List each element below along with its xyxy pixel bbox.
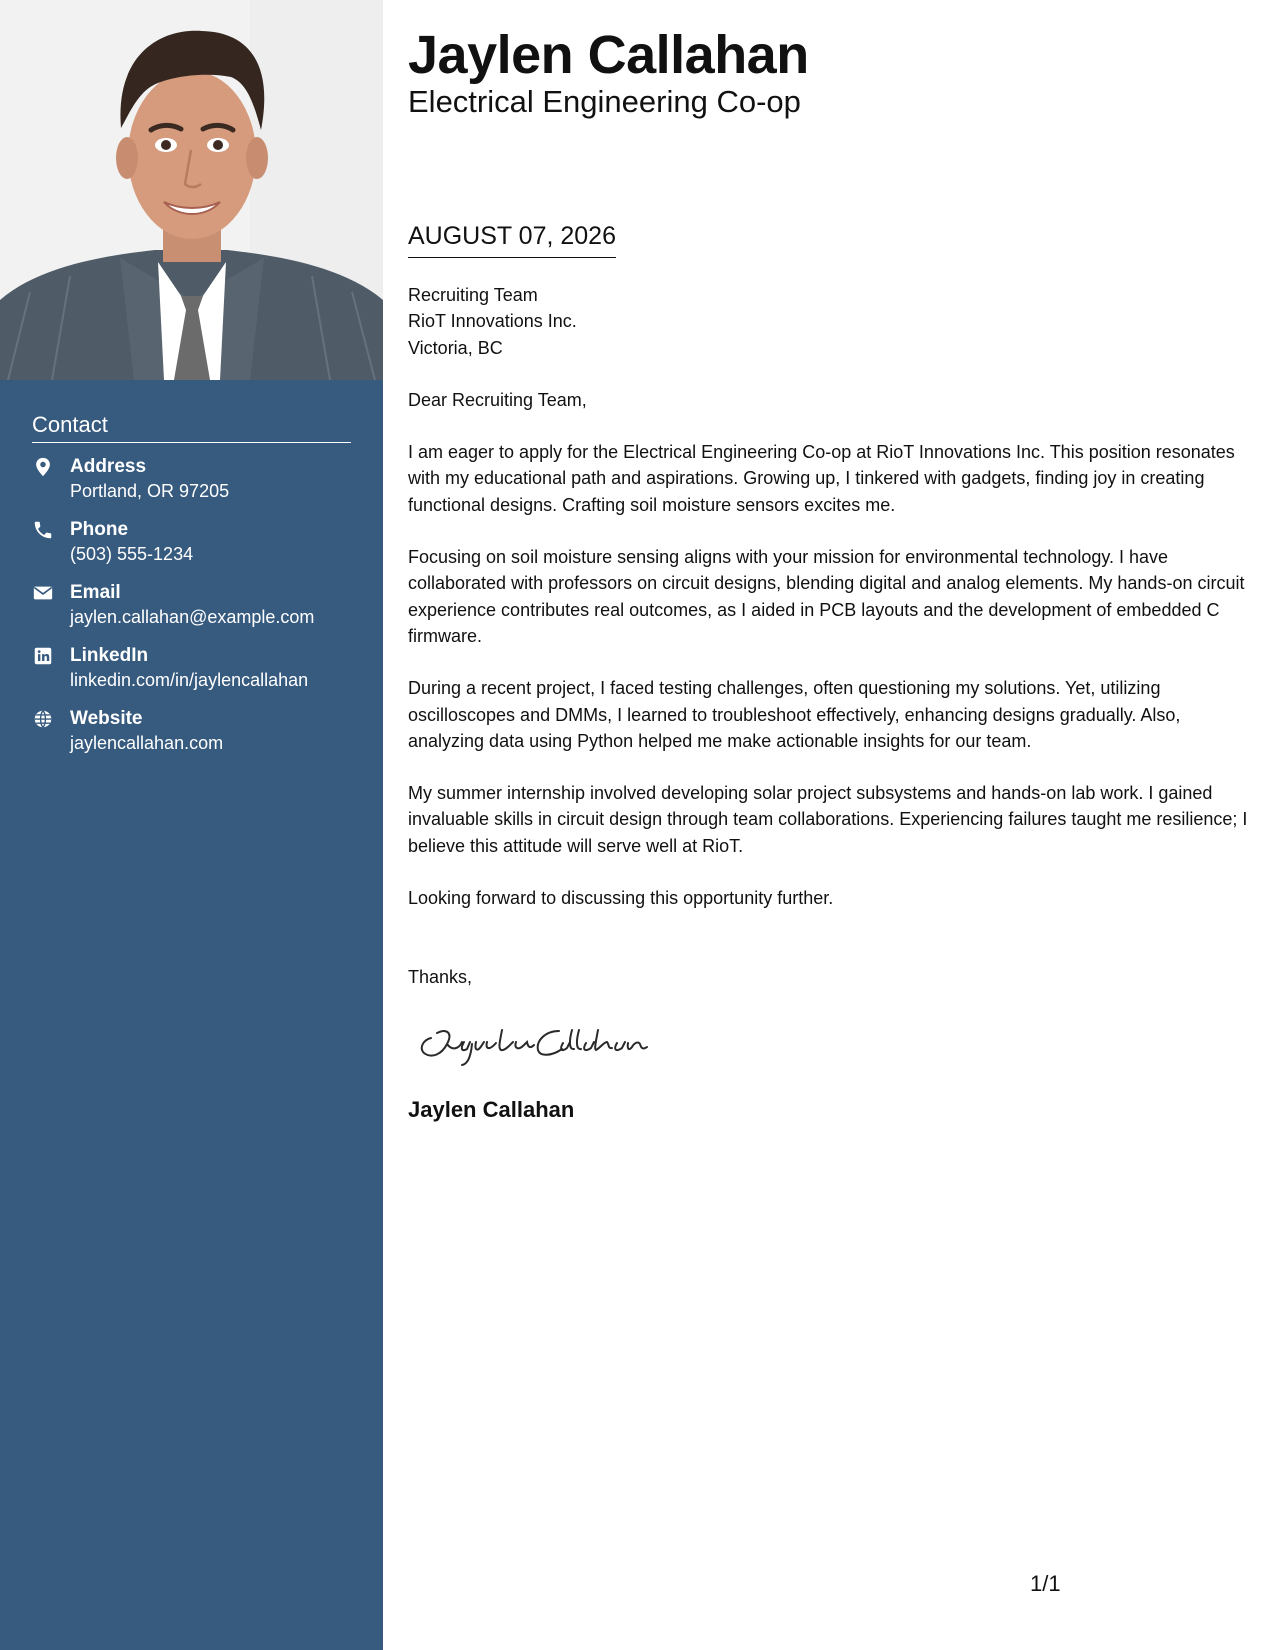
salutation: Dear Recruiting Team,: [408, 389, 587, 410]
linkedin-icon: [32, 645, 54, 667]
letter-body: [408, 282, 1253, 1123]
applicant-name: Jaylen Callahan: [408, 25, 809, 85]
linkedin-value[interactable]: linkedin.com/in/jaylencallahan: [70, 670, 309, 690]
location-pin-icon: [32, 456, 54, 478]
website-label: Website: [70, 708, 143, 729]
applicant-role: Electrical Engineering Co-op: [408, 84, 801, 119]
contact-section: [32, 412, 351, 770]
contact-item-address: [32, 455, 351, 503]
email-icon: [32, 582, 54, 604]
phone-value[interactable]: (503) 555-1234: [70, 544, 194, 564]
recipient-line: Victoria, BC: [408, 337, 503, 358]
page-number: 1/1: [1030, 1571, 1061, 1596]
email-label: Email: [70, 582, 121, 603]
contact-item-phone: [32, 518, 351, 566]
contact-item-website: [32, 707, 351, 755]
phone-label: Phone: [70, 519, 129, 540]
contact-item-linkedin: [32, 644, 351, 692]
profile-photo: [0, 0, 383, 380]
website-value[interactable]: jaylencallahan.com: [70, 733, 224, 753]
phone-icon: [32, 519, 54, 541]
signature-image: [414, 1021, 664, 1071]
contact-title: Contact: [32, 412, 351, 443]
letter-paragraph: I am eager to apply for the Electrical Engineering Co-op at RioT Innovations Inc. This position resonates with my educational path and aspirations. Growing up, I tinkered with gadgets, finding joy in creating functional designs. Crafting soil moisture sensors excites me.: [408, 442, 1235, 515]
address-value: Portland, OR 97205: [70, 481, 230, 501]
globe-icon: [32, 708, 54, 730]
recipient-line: RioT Innovations Inc.: [408, 311, 577, 332]
sidebar: [0, 0, 383, 1650]
letter-paragraph: Looking forward to discussing this opportunity further.: [408, 888, 834, 909]
recipient-line: Recruiting Team: [408, 285, 538, 305]
letter-date: AUGUST 07, 2026: [408, 222, 616, 258]
closing: Thanks,: [408, 967, 473, 988]
letter-paragraph: During a recent project, I faced testing challenges, often questioning my solutions. Yet, utilizing oscilloscopes and DMMs, I learned to troubleshoot effectively, enhancing designs gradually. Also, analyzing data using Python helped me make actionable insights for our team.: [408, 678, 1181, 751]
address-label: Address: [70, 456, 147, 477]
linkedin-label: LinkedIn: [70, 645, 149, 666]
letter-paragraph: Focusing on soil moisture sensing aligns with your mission for environmental technology. I have collaborated with professors on circuit designs, blending digital and analog elements. My hands-on circuit experience contributes real outcomes, as I aided in PCB layouts and the development of embedded C firmware.: [408, 547, 1245, 646]
letter-paragraph: My summer internship involved developing solar project subsystems and hands-on lab work. I gained invaluable skills in circuit design through team collaborations. Experiencing failures taught me resilience; I believe this attitude will serve well at RioT.: [408, 783, 1248, 856]
email-value[interactable]: jaylen.callahan@example.com: [70, 607, 315, 627]
contact-item-email: [32, 581, 351, 629]
recipient-block: [408, 282, 1253, 361]
signer-name: Jaylen Callahan: [408, 1096, 575, 1122]
